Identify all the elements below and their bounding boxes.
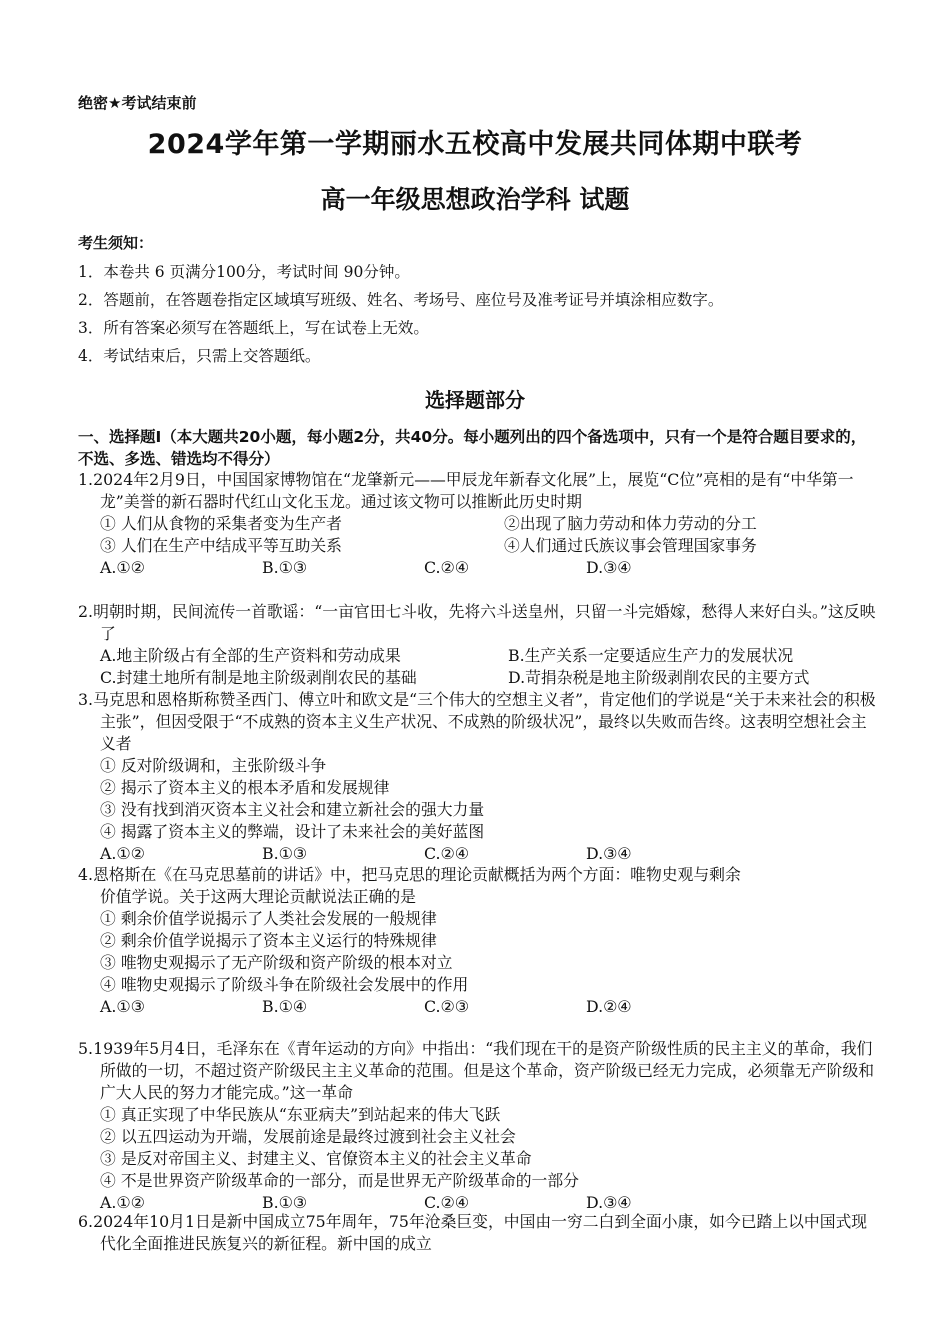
choice-c: C.②④ bbox=[424, 844, 469, 863]
question-stem: 2.明朝时期，民间流传一首歌谣：“一亩官田七斗收，先将六斗送皇州，只留一斗完婚嫁，愁得人来好白头。”这反映了 bbox=[78, 602, 876, 643]
statement-option: ②出现了脑力劳动和体力劳动的分工 bbox=[504, 514, 757, 533]
choice-d: D.苛捐杂税是地主阶级剥削农民的主要方式 bbox=[508, 668, 810, 687]
question-5 bbox=[78, 1038, 878, 1214]
option-row bbox=[78, 513, 878, 535]
statement-option: ④ 不是世界资产阶级革命的一部分，而是世界无产阶级革命的一部分 bbox=[100, 1171, 579, 1190]
question-stem-continued: 价值学说。关于这两大理论贡献说法正确的是 bbox=[100, 887, 416, 906]
question-2 bbox=[78, 601, 878, 689]
choice-b: B.①③ bbox=[262, 1193, 307, 1212]
statement-option: ① 真正实现了中华民族从“东亚病夫”到站起来的伟大飞跃 bbox=[100, 1105, 501, 1124]
choice-a: A.①② bbox=[100, 1193, 145, 1212]
exam-subtitle: 高一年级思想政治学科 试题 bbox=[320, 185, 630, 214]
statement-option: ① 反对阶级调和，主张阶级斗争 bbox=[100, 756, 327, 775]
choice-b: B.生产关系一定要适应生产力的发展状况 bbox=[508, 646, 794, 665]
statement-option: ③ 唯物史观揭示了无产阶级和资产阶级的根本对立 bbox=[100, 953, 453, 972]
part-heading: 一、选择题Ⅰ（本大题共20小题，每小题2分，共40分。每小题列出的四个备选项中，只有一个是符合题目要求的，不选、多选、错选均不得分） bbox=[78, 428, 867, 468]
choice-b: B.①③ bbox=[262, 558, 307, 577]
choice-row bbox=[78, 557, 878, 579]
choice-c: C.②③ bbox=[424, 997, 469, 1016]
choice-c: C.②④ bbox=[424, 1193, 469, 1212]
choice-row bbox=[78, 996, 878, 1018]
question-4 bbox=[78, 864, 878, 1018]
question-6 bbox=[78, 1211, 878, 1255]
choice-b: B.①④ bbox=[262, 997, 307, 1016]
question-stem: 6.2024年10月1日是新中国成立75年周年，75年沧桑巨变，中国由一穷二白到全面小康，如今已踏上以中国式现代化全面推进民族复兴的新征程。新中国的成立 bbox=[78, 1212, 868, 1253]
choice-row bbox=[78, 645, 878, 667]
exam-title: 2024学年第一学期丽水五校高中发展共同体期中联考 bbox=[147, 129, 803, 160]
notice-item: 1．本卷共 6 页满分100分，考试时间 90分钟。 bbox=[78, 263, 410, 281]
choice-c: C.②④ bbox=[424, 558, 469, 577]
question-1 bbox=[78, 469, 878, 579]
choice-a: A.①② bbox=[100, 558, 145, 577]
secret-mark: 绝密★考试结束前 bbox=[78, 94, 197, 112]
option-row bbox=[78, 535, 878, 557]
statement-option: ② 揭示了资本主义的根本矛盾和发展规律 bbox=[100, 778, 390, 797]
statement-option: ① 人们从食物的采集者变为生产者 bbox=[100, 514, 342, 533]
choice-row bbox=[78, 667, 878, 689]
section-title: 选择题部分 bbox=[425, 388, 525, 412]
question-stem: 5.1939年5月4日，毛泽东在《青年运动的方向》中指出：“我们现在干的是资产阶级性质的民主主义的革命，我们所做的一切，不超过资产阶级民主主义革命的范围。但是这个革命，资产阶级已经无力完成，必须靠无产阶级和广大人民的努力才能完成。”这一革命 bbox=[78, 1039, 875, 1102]
statement-option: ④人们通过氏族议事会管理国家事务 bbox=[504, 536, 757, 555]
notice-item: 2．答题前，在答题卷指定区域填写班级、姓名、考场号、座位号及准考证号并填涂相应数字。 bbox=[78, 291, 724, 309]
choice-d: D.③④ bbox=[586, 1193, 632, 1212]
notice-item: 3．所有答案必须写在答题纸上，写在试卷上无效。 bbox=[78, 319, 429, 337]
statement-option: ② 剩余价值学说揭示了资本主义运行的特殊规律 bbox=[100, 931, 437, 950]
statement-option: ③ 人们在生产中结成平等互助关系 bbox=[100, 536, 342, 555]
statement-option: ① 剩余价值学说揭示了人类社会发展的一般规律 bbox=[100, 909, 437, 928]
choice-c: C.封建土地所有制是地主阶级剥削农民的基础 bbox=[100, 668, 417, 687]
statement-option: ④ 揭露了资本主义的弊端，设计了未来社会的美好蓝图 bbox=[100, 822, 485, 841]
question-stem: 4.恩格斯在《在马克思墓前的讲话》中，把马克思的理论贡献概括为两个方面：唯物史观与剩余 bbox=[78, 865, 741, 884]
notice-item: 4．考试结束后，只需上交答题纸。 bbox=[78, 347, 321, 365]
choice-a: A.①② bbox=[100, 844, 145, 863]
choice-d: D.②④ bbox=[586, 997, 632, 1016]
choice-a: A.①③ bbox=[100, 997, 145, 1016]
statement-option: ② 以五四运动为开端，发展前途是最终过渡到社会主义社会 bbox=[100, 1127, 516, 1146]
question-3 bbox=[78, 689, 878, 865]
statement-option: ③ 没有找到消灭资本主义社会和建立新社会的强大力量 bbox=[100, 800, 485, 819]
statement-option: ③ 是反对帝国主义、封建主义、官僚资本主义的社会主义革命 bbox=[100, 1149, 532, 1168]
choice-a: A.地主阶级占有全部的生产资料和劳动成果 bbox=[100, 646, 401, 665]
question-stem: 1.2024年2月9日，中国国家博物馆在“龙肇新元——甲辰龙年新春文化展”上，展览“C位”亮相的是有“中华第一龙”美誉的新石器时代红山文化玉龙。通过该文物可以推断此历史时期 bbox=[78, 470, 854, 511]
notice-heading: 考生须知： bbox=[78, 234, 154, 252]
choice-d: D.③④ bbox=[586, 844, 632, 863]
statement-option: ④ 唯物史观揭示了阶级斗争在阶级社会发展中的作用 bbox=[100, 975, 469, 994]
choice-d: D.③④ bbox=[586, 558, 632, 577]
choice-b: B.①③ bbox=[262, 844, 307, 863]
question-stem: 3.马克思和恩格斯称赞圣西门、傅立叶和欧文是“三个伟大的空想主义者”，肯定他们的学说是“关于未来社会的积极主张”，但因受限于“不成熟的资本主义生产状况、不成熟的阶级状况”，最终以失败而告终。这表明空想社会主义者 bbox=[78, 690, 876, 753]
choice-row bbox=[78, 843, 878, 865]
